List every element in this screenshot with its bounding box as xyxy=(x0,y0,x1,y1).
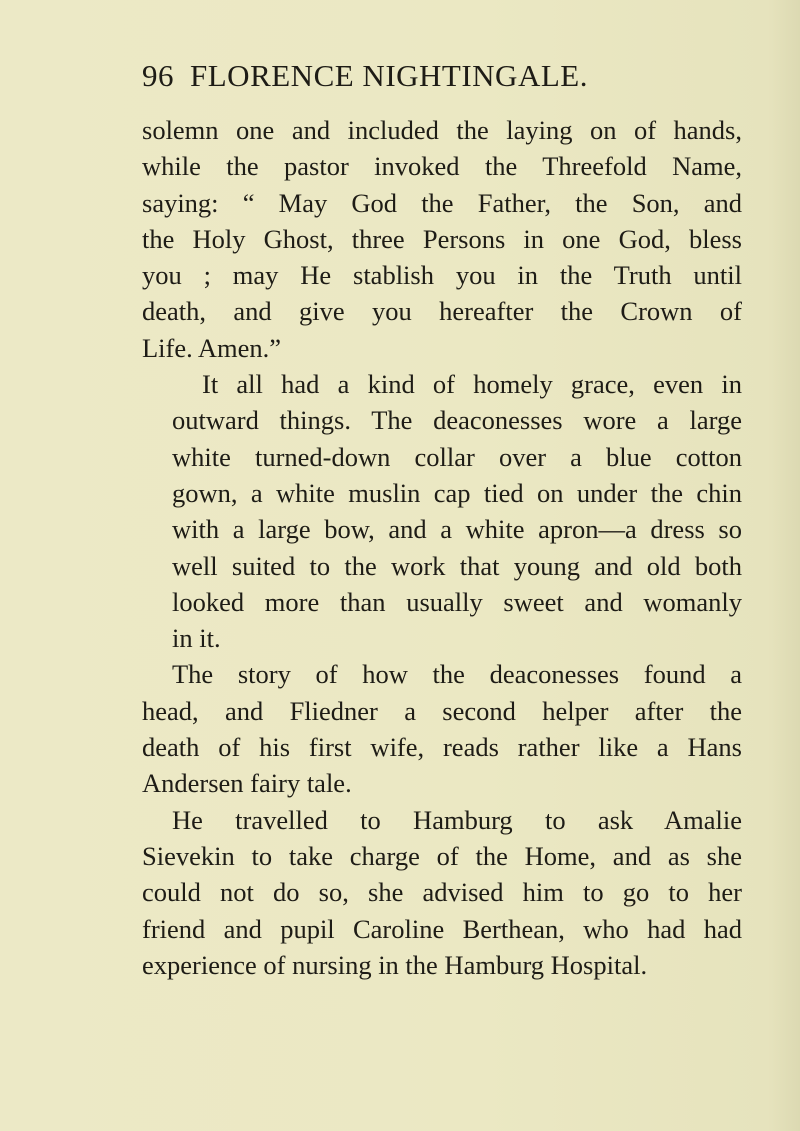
text-line: Sievekin to take charge of the Home, and as she xyxy=(142,840,742,871)
running-title: FLORENCE NIGHTINGALE. xyxy=(190,58,588,93)
text-line: head, and Fliedner a second helper after the xyxy=(142,695,742,726)
paragraph-4 xyxy=(142,802,742,983)
text-line: the Holy Ghost, three Persons in one God, bless xyxy=(142,223,742,254)
text-line: He travelled to Hamburg to ask Amalie xyxy=(172,804,742,835)
text-line: outward things. The deaconesses wore a large xyxy=(172,405,742,436)
text-line: death, and give you hereafter the Crown of xyxy=(142,296,742,327)
paragraph-3 xyxy=(142,656,742,801)
text-line: Life. Amen.” xyxy=(142,332,282,363)
text-line: with a large bow, and a white apron—a dress so xyxy=(172,514,742,545)
page-body xyxy=(142,112,742,983)
running-header xyxy=(142,56,742,96)
page-number: 96 xyxy=(142,58,174,93)
text-line: could not do so, she advised him to go to her xyxy=(142,877,742,908)
text-line: friend and pupil Caroline Berthean, who had had xyxy=(142,913,742,944)
text-line: you ; may He stablish you in the Truth until xyxy=(142,260,742,291)
text-line: saying: “ May God the Father, the Son, and xyxy=(142,187,742,218)
text-line: while the pastor invoked the Threefold Name, xyxy=(142,151,742,182)
paragraph-1 xyxy=(142,112,742,366)
text-line: It all had a kind of homely grace, even in xyxy=(202,369,742,400)
text-line: gown, a white muslin cap tied on under the chin xyxy=(172,477,742,508)
paragraph-2 xyxy=(142,366,742,656)
text-line: white turned-down collar over a blue cotton xyxy=(172,441,742,472)
text-line: death of his first wife, reads rather like a Hans xyxy=(142,732,742,763)
text-line: looked more than usually sweet and womanly xyxy=(172,586,742,617)
text-line: well suited to the work that young and old both xyxy=(172,550,742,581)
text-line: The story of how the deaconesses found a xyxy=(172,659,742,690)
text-line: Andersen fairy tale. xyxy=(142,768,352,799)
text-line: solemn one and included the laying on of hands, xyxy=(142,115,742,145)
text-line: in it. xyxy=(172,623,221,654)
text-line: experience of nursing in the Hamburg Hospital. xyxy=(142,949,648,980)
